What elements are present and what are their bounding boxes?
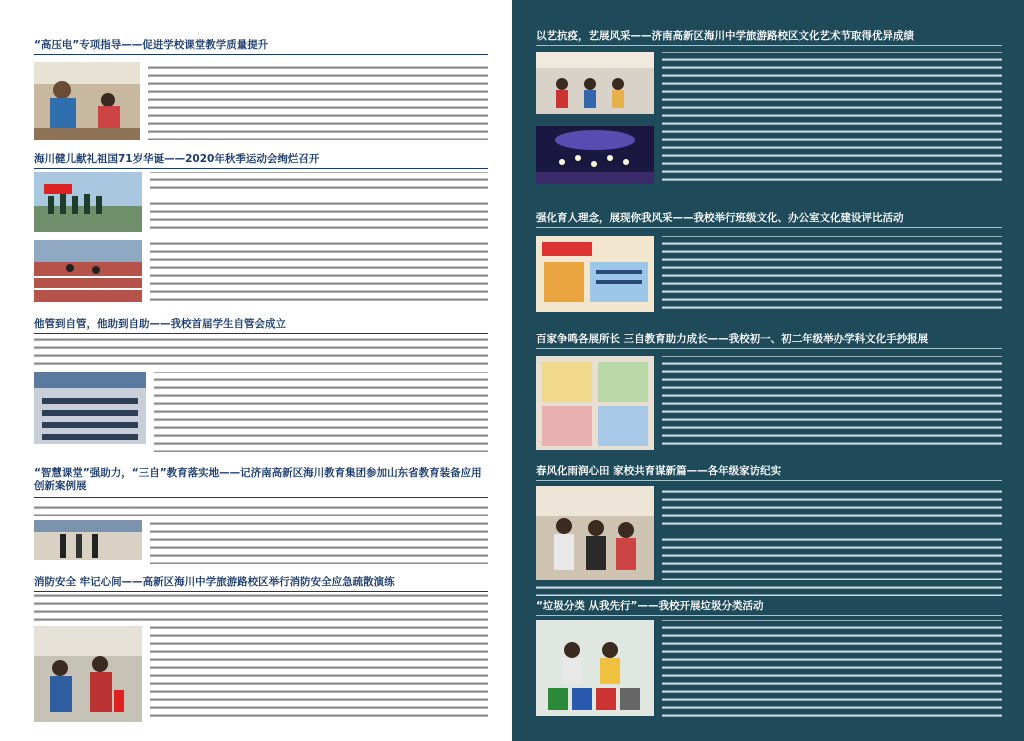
article2-body-mid	[150, 198, 488, 234]
b2-title-rule	[536, 227, 1002, 228]
article5-title: 消防安全 牢记心间——高新区海川中学旅游路校区举行消防安全应急疏散演练	[34, 576, 395, 588]
b3-body	[662, 356, 1002, 450]
b4-body-bottom	[536, 582, 1002, 596]
article2-photo-track	[34, 240, 142, 302]
article1-photo	[34, 62, 140, 140]
article4-body-top	[34, 502, 488, 516]
article3-title: 他管到自管，他助到自助——我校首届学生自管会成立	[34, 318, 286, 330]
b5-title: “垃圾分类 从我先行”——我校开展垃圾分类活动	[536, 600, 764, 612]
b1-photo-stage	[536, 126, 654, 184]
b1-body	[662, 52, 1002, 186]
b3-title-rule	[536, 348, 1002, 349]
article4-photo-exhibition	[34, 520, 142, 560]
b1-title: 以艺抗疫，艺展风采——济南高新区海川中学旅游路校区文化艺术节取得优异成绩	[536, 30, 914, 42]
right-page	[512, 0, 1024, 741]
b4-body-mid	[662, 534, 1002, 580]
b4-photo-family	[536, 486, 654, 580]
article2-title-rule	[34, 168, 488, 169]
b2-body	[662, 236, 1002, 312]
article5-body-bottom	[150, 626, 488, 722]
b3-title: 百家争鸣各展所长 三自教育助力成长——我校初一、初二年级举办学科文化手抄报展	[536, 333, 929, 345]
article1-title: “高压电”专项指导——促进学校课堂教学质量提升	[34, 39, 269, 51]
b4-title-rule	[536, 480, 1002, 481]
article5-body-top	[34, 594, 488, 624]
b5-photo-sorting	[536, 620, 654, 716]
article2-title: 海川健儿献礼祖国71岁华诞——2020年秋季运动会绚烂召开	[34, 153, 320, 165]
article2-body-top	[150, 172, 488, 194]
b1-photo-classroom	[536, 52, 654, 114]
b3-photo-posters	[536, 356, 654, 450]
right-page-art	[512, 0, 1024, 741]
b4-title: 春风化雨润心田 家校共育谋新篇——各年级家访纪实	[536, 465, 782, 477]
article1-body	[148, 62, 488, 140]
article4-title-rule	[34, 497, 488, 498]
article4-body-bottom	[150, 520, 488, 564]
article2-body-bottom	[150, 240, 488, 304]
article4-title: “智慧课堂”强助力，“三自”教育落实地——记济南高新区海川教育集团参加山东省教育装备应用创新案例展	[34, 467, 482, 492]
article5-title-rule	[34, 591, 488, 592]
b2-photo-board	[536, 236, 654, 312]
article2-photo-parade	[34, 172, 142, 232]
article3-body-bottom	[154, 372, 488, 452]
b2-title: 强化育人理念，展现你我风采——我校举行班级文化、办公室文化建设评比活动	[536, 212, 904, 224]
b4-body-top	[662, 486, 1002, 530]
b5-body	[662, 620, 1002, 720]
article1-title-rule	[34, 54, 488, 55]
article3-title-rule	[34, 333, 488, 334]
article5-photo-drill	[34, 626, 142, 722]
article3-body-top	[34, 338, 488, 368]
b5-title-rule	[536, 615, 1002, 616]
b1-title-rule	[536, 45, 1002, 46]
article3-photo-meeting	[34, 372, 146, 444]
